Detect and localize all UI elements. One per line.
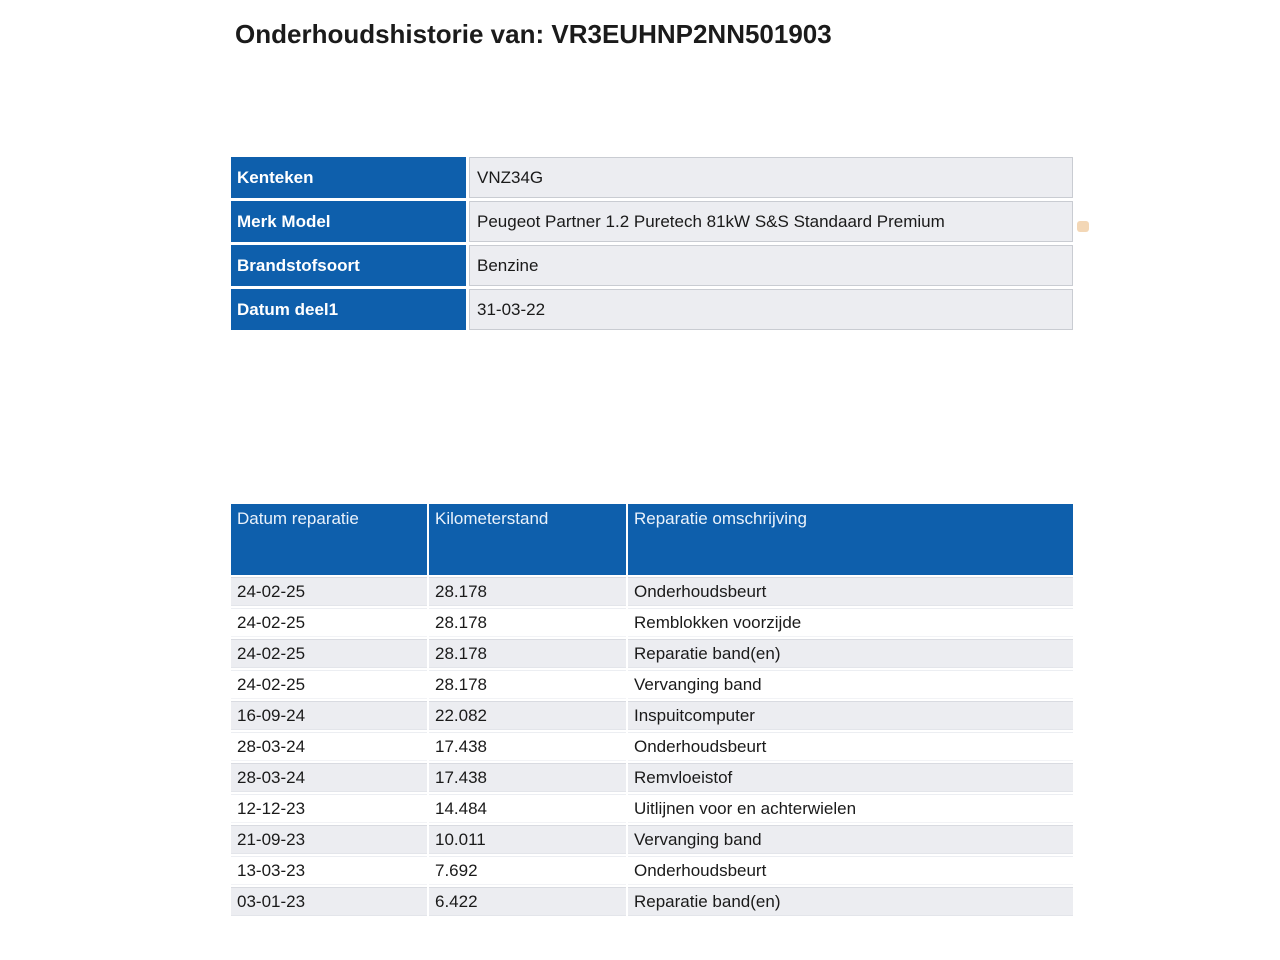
repair-description-cell: Onderhoudsbeurt	[628, 732, 1073, 761]
vehicle-info-table	[228, 154, 1076, 333]
repair-date-cell: 28-03-24	[231, 763, 427, 792]
repair-date-cell: 21-09-23	[231, 825, 427, 854]
repair-row	[231, 608, 1073, 637]
repair-date-cell: 12-12-23	[231, 794, 427, 823]
repair-row	[231, 732, 1073, 761]
repair-column-header: Datum reparatie	[231, 504, 427, 575]
repair-mileage-cell: 7.692	[429, 856, 626, 885]
repair-history-header-row	[231, 504, 1073, 575]
repair-description-cell: Vervanging band	[628, 670, 1073, 699]
repair-description-cell: Reparatie band(en)	[628, 887, 1073, 916]
vehicle-info-body	[231, 157, 1073, 330]
vehicle-info-label: Merk Model	[231, 201, 466, 242]
repair-date-cell: 03-01-23	[231, 887, 427, 916]
repair-mileage-cell: 14.484	[429, 794, 626, 823]
repair-description-cell: Remblokken voorzijde	[628, 608, 1073, 637]
vehicle-info-row	[231, 157, 1073, 198]
repair-date-cell: 24-02-25	[231, 639, 427, 668]
repair-description-cell: Inspuitcomputer	[628, 701, 1073, 730]
vehicle-info-row	[231, 289, 1073, 330]
repair-mileage-cell: 28.178	[429, 577, 626, 606]
vehicle-info-row	[231, 201, 1073, 242]
repair-history-header	[231, 504, 1073, 575]
repair-mileage-cell: 22.082	[429, 701, 626, 730]
vehicle-info-label: Kenteken	[231, 157, 466, 198]
vehicle-info-value: VNZ34G	[469, 157, 1073, 198]
repair-row	[231, 577, 1073, 606]
repair-mileage-cell: 6.422	[429, 887, 626, 916]
repair-column-header: Kilometerstand	[429, 504, 626, 575]
clipped-text-fragment	[1077, 221, 1089, 232]
repair-row	[231, 639, 1073, 668]
repair-date-cell: 13-03-23	[231, 856, 427, 885]
vehicle-info-value: Peugeot Partner 1.2 Puretech 81kW S&S Standaard Premium	[469, 201, 1073, 242]
repair-row	[231, 701, 1073, 730]
repair-mileage-cell: 28.178	[429, 639, 626, 668]
repair-mileage-cell: 10.011	[429, 825, 626, 854]
repair-description-cell: Remvloeistof	[628, 763, 1073, 792]
repair-description-cell: Vervanging band	[628, 825, 1073, 854]
page-title: Onderhoudshistorie van: VR3EUHNP2NN501903	[235, 19, 832, 49]
repair-mileage-cell: 28.178	[429, 608, 626, 637]
vehicle-info-value: 31-03-22	[469, 289, 1073, 330]
repair-description-cell: Uitlijnen voor en achterwielen	[628, 794, 1073, 823]
repair-date-cell: 16-09-24	[231, 701, 427, 730]
repair-row	[231, 856, 1073, 885]
repair-description-cell: Reparatie band(en)	[628, 639, 1073, 668]
vehicle-info-value: Benzine	[469, 245, 1073, 286]
repair-row	[231, 670, 1073, 699]
repair-row	[231, 825, 1073, 854]
repair-mileage-cell: 17.438	[429, 732, 626, 761]
repair-date-cell: 24-02-25	[231, 670, 427, 699]
repair-description-cell: Onderhoudsbeurt	[628, 856, 1073, 885]
repair-description-cell: Onderhoudsbeurt	[628, 577, 1073, 606]
repair-date-cell: 28-03-24	[231, 732, 427, 761]
vehicle-info-label: Datum deel1	[231, 289, 466, 330]
repair-column-header: Reparatie omschrijving	[628, 504, 1073, 575]
vehicle-info-row	[231, 245, 1073, 286]
repair-mileage-cell: 17.438	[429, 763, 626, 792]
repair-history-table	[229, 502, 1075, 918]
repair-mileage-cell: 28.178	[429, 670, 626, 699]
repair-row	[231, 887, 1073, 916]
repair-row	[231, 763, 1073, 792]
vehicle-info-label: Brandstofsoort	[231, 245, 466, 286]
repair-history-body	[231, 577, 1073, 916]
repair-date-cell: 24-02-25	[231, 577, 427, 606]
repair-row	[231, 794, 1073, 823]
repair-date-cell: 24-02-25	[231, 608, 427, 637]
